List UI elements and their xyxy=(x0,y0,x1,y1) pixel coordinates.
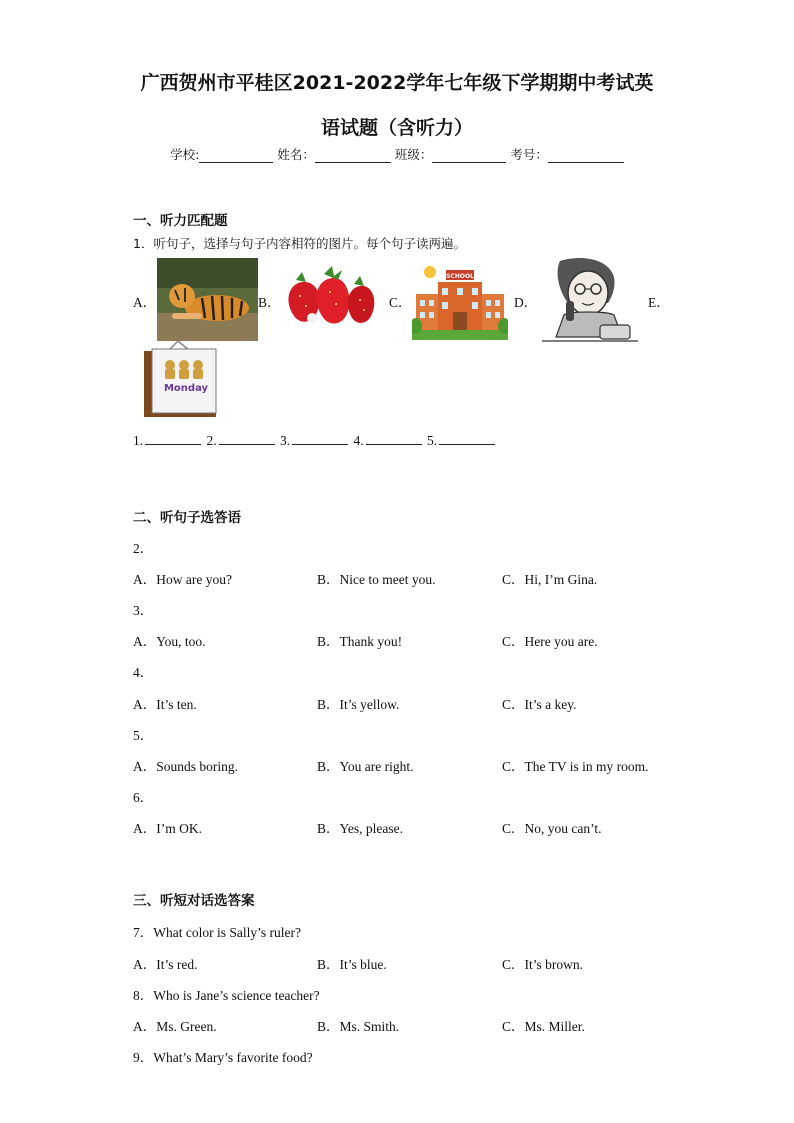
answer-blank-4[interactable] xyxy=(366,432,422,445)
option-a[interactable]: A．Sounds boring. xyxy=(133,759,239,774)
monday-calendar-picture xyxy=(142,341,220,419)
school-blank[interactable] xyxy=(199,148,273,163)
option-c[interactable]: C．It’s brown. xyxy=(502,957,583,972)
option-a[interactable]: A．Ms. Green. xyxy=(133,1019,217,1034)
question-number: 3． xyxy=(133,603,154,618)
answer-blank-5[interactable] xyxy=(439,432,495,445)
pic-letter-e: E． xyxy=(648,295,670,310)
option-b[interactable]: B．Yes, please. xyxy=(317,821,404,836)
section2-heading: 二、听句子选答语 xyxy=(133,510,241,526)
exam-title-line2: 语试题（含听力） xyxy=(320,117,473,139)
man-on-phone-picture xyxy=(538,257,644,343)
pic-letter-c: C． xyxy=(389,295,412,310)
pic-letter-b: B． xyxy=(258,295,281,310)
tiger-picture xyxy=(157,258,258,341)
option-c[interactable]: C．Ms. Miller. xyxy=(502,1019,585,1034)
answer-blank-3[interactable] xyxy=(292,432,348,445)
exam-title-line1: 广西贺州市平桂区2021-2022学年七年级下学期期中考试英 xyxy=(140,72,654,94)
option-c[interactable]: C．The TV is in my room. xyxy=(502,759,649,774)
question-text: 9．What’s Mary’s favorite food? xyxy=(133,1050,313,1065)
monday-label: Monday xyxy=(163,383,209,394)
exam-no-label: 考号： xyxy=(510,147,548,162)
section1-instruction: 1．听句子，选择与句子内容相符的图片。每个句子读两遍。 xyxy=(133,236,466,251)
option-a[interactable]: A．It’s ten. xyxy=(133,697,197,712)
option-c[interactable]: C．Here you are. xyxy=(502,634,598,649)
class-blank[interactable] xyxy=(432,148,506,163)
option-b[interactable]: B．Thank you! xyxy=(317,634,403,649)
pic-letter-a: A． xyxy=(133,295,157,310)
name-label: 姓名： xyxy=(277,147,315,162)
option-b[interactable]: B．It’s yellow. xyxy=(317,697,400,712)
option-b[interactable]: B．Nice to meet you. xyxy=(317,572,436,587)
question-number: 2． xyxy=(133,541,154,556)
option-a[interactable]: A．You, too. xyxy=(133,634,206,649)
school-label: 学校: xyxy=(170,147,200,162)
option-b[interactable]: B．You are right. xyxy=(317,759,414,774)
section3-heading: 三、听短对话选答案 xyxy=(133,893,255,909)
option-c[interactable]: C．It’s a key. xyxy=(502,697,577,712)
question-number: 6． xyxy=(133,790,154,805)
question-text: 7．What color is Sally’s ruler? xyxy=(133,925,301,940)
option-c[interactable]: C．Hi, I’m Gina. xyxy=(502,572,598,587)
answer-blank-1[interactable] xyxy=(145,432,201,445)
question-number: 4． xyxy=(133,665,154,680)
option-b[interactable]: B．It’s blue. xyxy=(317,957,387,972)
question-number: 5． xyxy=(133,728,154,743)
question-text: 8．Who is Jane’s science teacher? xyxy=(133,988,320,1003)
school-picture xyxy=(412,264,508,340)
exam-no-blank[interactable] xyxy=(548,148,624,163)
option-a[interactable]: A．I’m OK. xyxy=(133,821,202,836)
class-label: 班级： xyxy=(394,147,433,162)
school-sign-text: SCHOOL xyxy=(446,273,474,280)
student-info-line xyxy=(0,145,794,163)
name-blank[interactable] xyxy=(315,148,391,163)
option-a[interactable]: A．It’s red. xyxy=(133,957,198,972)
answer-blank-2[interactable] xyxy=(219,432,275,445)
strawberry-picture xyxy=(280,262,380,330)
option-c[interactable]: C．No, you can’t. xyxy=(502,821,602,836)
pic-letter-d: D． xyxy=(514,295,538,310)
option-b[interactable]: B．Ms. Smith. xyxy=(317,1019,400,1034)
option-a[interactable]: A．How are you? xyxy=(133,572,232,587)
section1-heading: 一、听力匹配题 xyxy=(133,213,228,229)
section1-answer-blanks: 1. 2. 3. 4. 5. xyxy=(133,432,497,449)
